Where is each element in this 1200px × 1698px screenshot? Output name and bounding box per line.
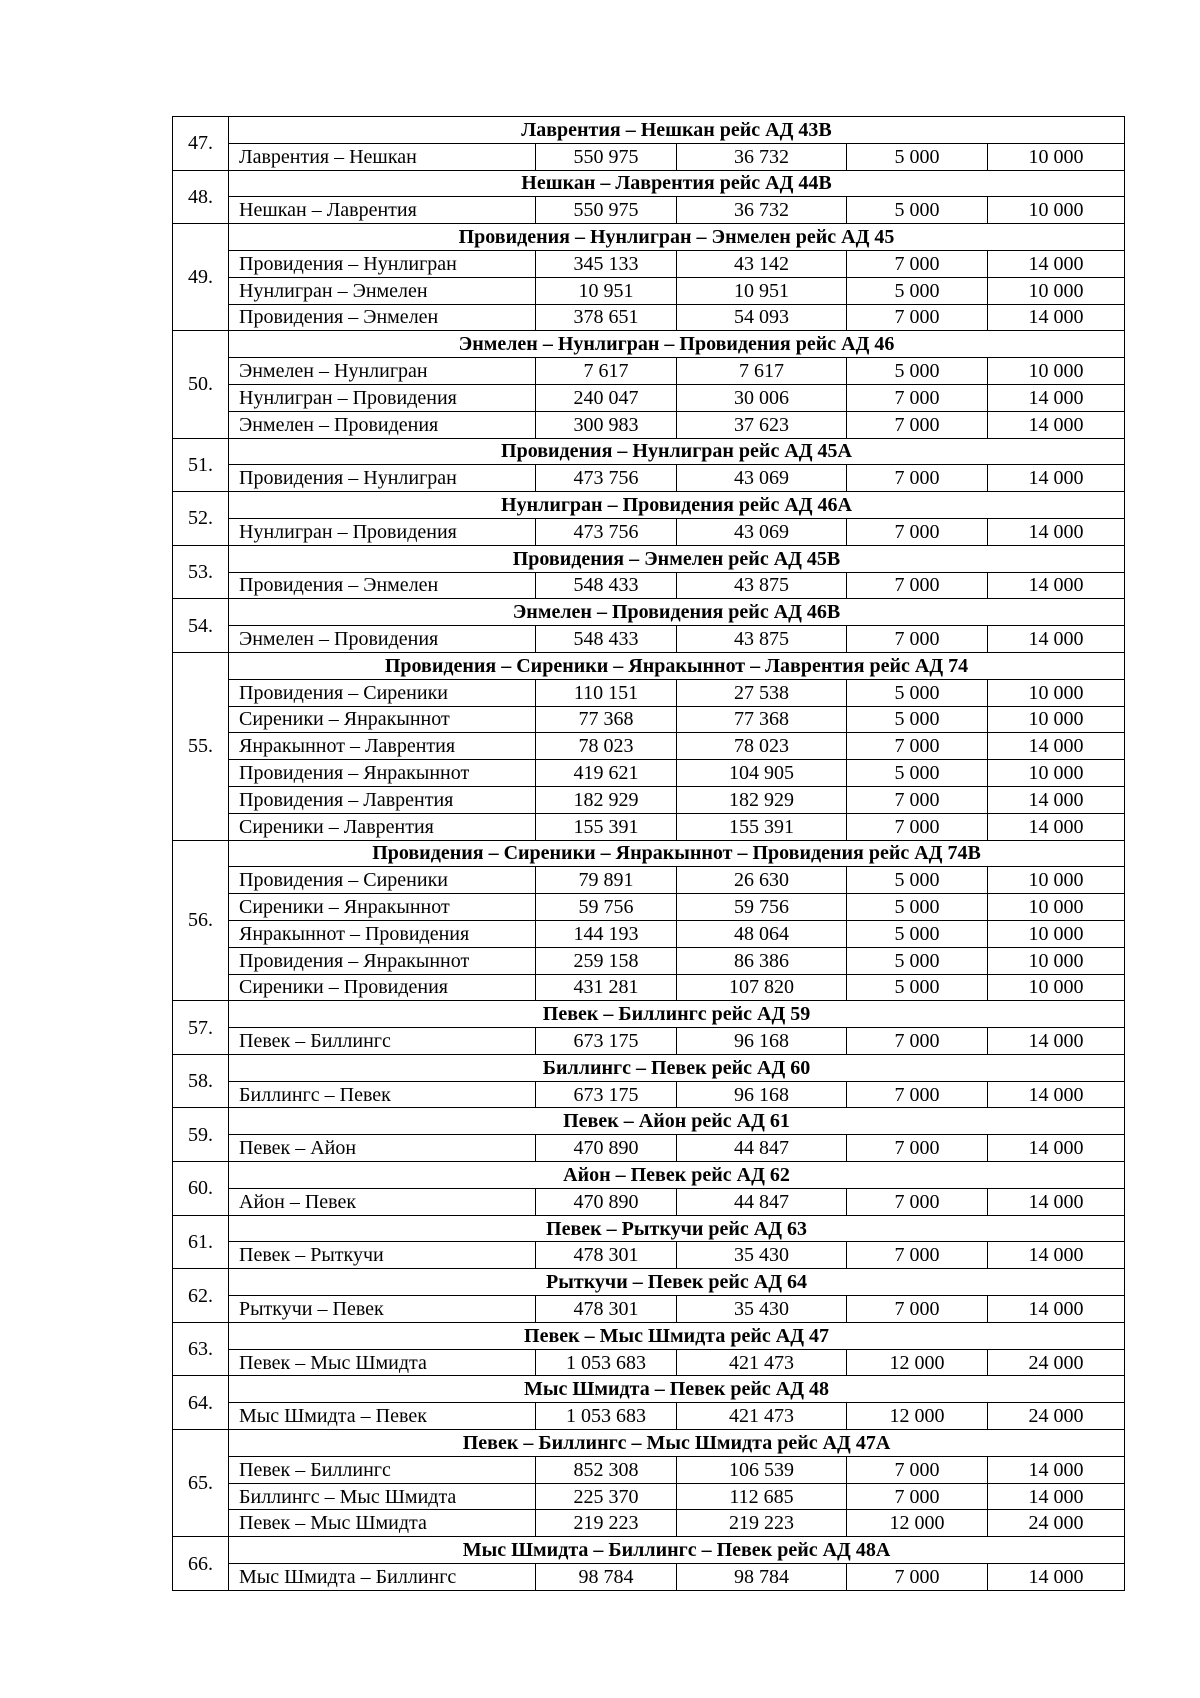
value-cell-1: 431 281 bbox=[536, 974, 677, 1001]
row-number: 47. bbox=[173, 117, 229, 171]
value-cell-1: 550 975 bbox=[536, 197, 677, 224]
value-cell-4: 14 000 bbox=[988, 1564, 1125, 1591]
route-title: Мыс Шмидта – Певек рейс АД 48 bbox=[229, 1376, 1125, 1403]
value-cell-2: 86 386 bbox=[677, 947, 847, 974]
route-title: Провидения – Сиреники – Янракыннот – Лаврентия рейс АД 74 bbox=[229, 652, 1125, 679]
table-row bbox=[173, 1564, 1125, 1591]
value-cell-1: 7 617 bbox=[536, 358, 677, 385]
value-cell-2: 44 847 bbox=[677, 1135, 847, 1162]
value-cell-2: 43 069 bbox=[677, 465, 847, 492]
value-cell-4: 14 000 bbox=[988, 572, 1125, 599]
value-cell-1: 78 023 bbox=[536, 733, 677, 760]
table-row bbox=[173, 733, 1125, 760]
route-title: Мыс Шмидта – Биллингс – Певек рейс АД 48А bbox=[229, 1537, 1125, 1564]
table-row bbox=[173, 277, 1125, 304]
segment-cell: Нунлигран – Провидения bbox=[229, 384, 536, 411]
value-cell-4: 14 000 bbox=[988, 304, 1125, 331]
value-cell-1: 77 368 bbox=[536, 706, 677, 733]
value-cell-4: 14 000 bbox=[988, 465, 1125, 492]
value-cell-2: 10 951 bbox=[677, 277, 847, 304]
value-cell-1: 419 621 bbox=[536, 760, 677, 787]
value-cell-4: 10 000 bbox=[988, 947, 1125, 974]
value-cell-4: 14 000 bbox=[988, 1296, 1125, 1323]
value-cell-3: 7 000 bbox=[847, 813, 988, 840]
row-number: 65. bbox=[173, 1430, 229, 1537]
route-header-row bbox=[173, 652, 1125, 679]
row-number: 63. bbox=[173, 1322, 229, 1376]
value-cell-1: 182 929 bbox=[536, 786, 677, 813]
segment-cell: Нунлигран – Провидения bbox=[229, 518, 536, 545]
fare-table-body bbox=[173, 117, 1125, 1591]
value-cell-2: 35 430 bbox=[677, 1296, 847, 1323]
segment-cell: Певек – Мыс Шмидта bbox=[229, 1349, 536, 1376]
value-cell-3: 7 000 bbox=[847, 411, 988, 438]
table-row bbox=[173, 411, 1125, 438]
segment-cell: Лаврентия – Нешкан bbox=[229, 143, 536, 170]
segment-cell: Биллингс – Мыс Шмидта bbox=[229, 1483, 536, 1510]
value-cell-1: 378 651 bbox=[536, 304, 677, 331]
value-cell-3: 5 000 bbox=[847, 867, 988, 894]
value-cell-4: 10 000 bbox=[988, 679, 1125, 706]
table-row bbox=[173, 1188, 1125, 1215]
value-cell-1: 1 053 683 bbox=[536, 1349, 677, 1376]
value-cell-1: 473 756 bbox=[536, 465, 677, 492]
value-cell-2: 26 630 bbox=[677, 867, 847, 894]
value-cell-1: 219 223 bbox=[536, 1510, 677, 1537]
value-cell-1: 1 053 683 bbox=[536, 1403, 677, 1430]
row-number: 55. bbox=[173, 652, 229, 840]
table-row bbox=[173, 813, 1125, 840]
value-cell-2: 77 368 bbox=[677, 706, 847, 733]
table-row bbox=[173, 760, 1125, 787]
value-cell-2: 421 473 bbox=[677, 1403, 847, 1430]
value-cell-2: 107 820 bbox=[677, 974, 847, 1001]
value-cell-3: 7 000 bbox=[847, 1456, 988, 1483]
route-title: Нунлигран – Провидения рейс АД 46А bbox=[229, 492, 1125, 519]
segment-cell: Провидения – Энмелен bbox=[229, 572, 536, 599]
value-cell-2: 35 430 bbox=[677, 1242, 847, 1269]
row-number: 60. bbox=[173, 1162, 229, 1216]
segment-cell: Рыткучи – Певек bbox=[229, 1296, 536, 1323]
route-header-row bbox=[173, 1322, 1125, 1349]
row-number: 64. bbox=[173, 1376, 229, 1430]
value-cell-3: 5 000 bbox=[847, 974, 988, 1001]
value-cell-1: 259 158 bbox=[536, 947, 677, 974]
route-header-row bbox=[173, 1001, 1125, 1028]
row-number: 59. bbox=[173, 1108, 229, 1162]
value-cell-4: 14 000 bbox=[988, 1483, 1125, 1510]
table-row bbox=[173, 1296, 1125, 1323]
segment-cell: Провидения – Сиреники bbox=[229, 679, 536, 706]
route-header-row bbox=[173, 438, 1125, 465]
value-cell-2: 96 168 bbox=[677, 1028, 847, 1055]
route-title: Лаврентия – Нешкан рейс АД 43В bbox=[229, 117, 1125, 144]
value-cell-4: 10 000 bbox=[988, 197, 1125, 224]
value-cell-1: 110 151 bbox=[536, 679, 677, 706]
route-title: Провидения – Нунлигран рейс АД 45А bbox=[229, 438, 1125, 465]
table-row bbox=[173, 197, 1125, 224]
table-row bbox=[173, 706, 1125, 733]
value-cell-3: 7 000 bbox=[847, 518, 988, 545]
route-title: Нешкан – Лаврентия рейс АД 44В bbox=[229, 170, 1125, 197]
route-header-row bbox=[173, 1269, 1125, 1296]
value-cell-3: 12 000 bbox=[847, 1510, 988, 1537]
route-title: Энмелен – Нунлигран – Провидения рейс АД 46 bbox=[229, 331, 1125, 358]
value-cell-1: 155 391 bbox=[536, 813, 677, 840]
route-header-row bbox=[173, 1162, 1125, 1189]
value-cell-3: 5 000 bbox=[847, 679, 988, 706]
value-cell-2: 78 023 bbox=[677, 733, 847, 760]
value-cell-4: 24 000 bbox=[988, 1403, 1125, 1430]
value-cell-4: 14 000 bbox=[988, 1456, 1125, 1483]
segment-cell: Провидения – Лаврентия bbox=[229, 786, 536, 813]
table-row bbox=[173, 304, 1125, 331]
segment-cell: Певек – Мыс Шмидта bbox=[229, 1510, 536, 1537]
value-cell-3: 7 000 bbox=[847, 384, 988, 411]
value-cell-1: 470 890 bbox=[536, 1135, 677, 1162]
table-row bbox=[173, 947, 1125, 974]
value-cell-3: 5 000 bbox=[847, 277, 988, 304]
route-title: Певек – Мыс Шмидта рейс АД 47 bbox=[229, 1322, 1125, 1349]
route-title: Певек – Биллингс – Мыс Шмидта рейс АД 47А bbox=[229, 1430, 1125, 1457]
table-row bbox=[173, 250, 1125, 277]
table-row bbox=[173, 920, 1125, 947]
value-cell-3: 5 000 bbox=[847, 143, 988, 170]
segment-cell: Энмелен – Провидения bbox=[229, 626, 536, 653]
value-cell-1: 98 784 bbox=[536, 1564, 677, 1591]
row-number: 66. bbox=[173, 1537, 229, 1591]
value-cell-4: 14 000 bbox=[988, 1135, 1125, 1162]
table-row bbox=[173, 1242, 1125, 1269]
value-cell-3: 7 000 bbox=[847, 1564, 988, 1591]
route-title: Биллингс – Певек рейс АД 60 bbox=[229, 1054, 1125, 1081]
value-cell-1: 673 175 bbox=[536, 1028, 677, 1055]
segment-cell: Энмелен – Нунлигран bbox=[229, 358, 536, 385]
segment-cell: Провидения – Нунлигран bbox=[229, 250, 536, 277]
value-cell-3: 5 000 bbox=[847, 358, 988, 385]
table-row bbox=[173, 626, 1125, 653]
segment-cell: Мыс Шмидта – Биллингс bbox=[229, 1564, 536, 1591]
route-header-row bbox=[173, 840, 1125, 867]
table-row bbox=[173, 974, 1125, 1001]
segment-cell: Провидения – Янракыннот bbox=[229, 760, 536, 787]
route-header-row bbox=[173, 1537, 1125, 1564]
row-number: 57. bbox=[173, 1001, 229, 1055]
value-cell-2: 30 006 bbox=[677, 384, 847, 411]
value-cell-1: 79 891 bbox=[536, 867, 677, 894]
row-number: 62. bbox=[173, 1269, 229, 1323]
value-cell-4: 10 000 bbox=[988, 277, 1125, 304]
route-title: Айон – Певек рейс АД 62 bbox=[229, 1162, 1125, 1189]
value-cell-3: 7 000 bbox=[847, 1188, 988, 1215]
route-title: Певек – Рыткучи рейс АД 63 bbox=[229, 1215, 1125, 1242]
row-number: 52. bbox=[173, 492, 229, 546]
segment-cell: Биллингс – Певек bbox=[229, 1081, 536, 1108]
table-row bbox=[173, 1349, 1125, 1376]
table-row bbox=[173, 1135, 1125, 1162]
table-row bbox=[173, 894, 1125, 921]
route-title: Провидения – Энмелен рейс АД 45В bbox=[229, 545, 1125, 572]
value-cell-2: 37 623 bbox=[677, 411, 847, 438]
table-row bbox=[173, 1510, 1125, 1537]
segment-cell: Янракыннот – Провидения bbox=[229, 920, 536, 947]
value-cell-4: 14 000 bbox=[988, 384, 1125, 411]
value-cell-2: 54 093 bbox=[677, 304, 847, 331]
row-number: 53. bbox=[173, 545, 229, 599]
value-cell-2: 155 391 bbox=[677, 813, 847, 840]
table-row bbox=[173, 1081, 1125, 1108]
value-cell-1: 144 193 bbox=[536, 920, 677, 947]
value-cell-3: 7 000 bbox=[847, 1135, 988, 1162]
value-cell-3: 5 000 bbox=[847, 760, 988, 787]
value-cell-2: 36 732 bbox=[677, 143, 847, 170]
table-row bbox=[173, 358, 1125, 385]
route-title: Провидения – Нунлигран – Энмелен рейс АД 45 bbox=[229, 224, 1125, 251]
value-cell-1: 473 756 bbox=[536, 518, 677, 545]
value-cell-1: 300 983 bbox=[536, 411, 677, 438]
segment-cell: Провидения – Янракыннот bbox=[229, 947, 536, 974]
value-cell-2: 43 069 bbox=[677, 518, 847, 545]
segment-cell: Сиреники – Провидения bbox=[229, 974, 536, 1001]
segment-cell: Певек – Биллингс bbox=[229, 1028, 536, 1055]
row-number: 48. bbox=[173, 170, 229, 224]
value-cell-4: 10 000 bbox=[988, 920, 1125, 947]
segment-cell: Певек – Биллингс bbox=[229, 1456, 536, 1483]
value-cell-3: 7 000 bbox=[847, 1483, 988, 1510]
segment-cell: Провидения – Нунлигран bbox=[229, 465, 536, 492]
value-cell-1: 225 370 bbox=[536, 1483, 677, 1510]
row-number: 49. bbox=[173, 224, 229, 331]
segment-cell: Провидения – Сиреники bbox=[229, 867, 536, 894]
route-header-row bbox=[173, 224, 1125, 251]
value-cell-3: 5 000 bbox=[847, 920, 988, 947]
value-cell-4: 14 000 bbox=[988, 1188, 1125, 1215]
segment-cell: Сиреники – Лаврентия bbox=[229, 813, 536, 840]
value-cell-1: 852 308 bbox=[536, 1456, 677, 1483]
value-cell-2: 421 473 bbox=[677, 1349, 847, 1376]
value-cell-1: 10 951 bbox=[536, 277, 677, 304]
value-cell-2: 104 905 bbox=[677, 760, 847, 787]
route-title: Энмелен – Провидения рейс АД 46В bbox=[229, 599, 1125, 626]
route-header-row bbox=[173, 545, 1125, 572]
table-row bbox=[173, 572, 1125, 599]
value-cell-4: 14 000 bbox=[988, 626, 1125, 653]
route-header-row bbox=[173, 492, 1125, 519]
value-cell-3: 7 000 bbox=[847, 786, 988, 813]
value-cell-4: 14 000 bbox=[988, 411, 1125, 438]
table-row bbox=[173, 1028, 1125, 1055]
table-row bbox=[173, 518, 1125, 545]
value-cell-3: 7 000 bbox=[847, 1028, 988, 1055]
route-title: Рыткучи – Певек рейс АД 64 bbox=[229, 1269, 1125, 1296]
row-number: 56. bbox=[173, 840, 229, 1001]
row-number: 54. bbox=[173, 599, 229, 653]
route-header-row bbox=[173, 117, 1125, 144]
table-row bbox=[173, 1483, 1125, 1510]
row-number: 51. bbox=[173, 438, 229, 492]
route-header-row bbox=[173, 599, 1125, 626]
value-cell-2: 219 223 bbox=[677, 1510, 847, 1537]
value-cell-2: 106 539 bbox=[677, 1456, 847, 1483]
value-cell-4: 14 000 bbox=[988, 786, 1125, 813]
segment-cell: Энмелен – Провидения bbox=[229, 411, 536, 438]
value-cell-3: 7 000 bbox=[847, 572, 988, 599]
table-row bbox=[173, 786, 1125, 813]
value-cell-1: 345 133 bbox=[536, 250, 677, 277]
value-cell-3: 5 000 bbox=[847, 947, 988, 974]
route-header-row bbox=[173, 1054, 1125, 1081]
table-row bbox=[173, 867, 1125, 894]
value-cell-1: 548 433 bbox=[536, 572, 677, 599]
segment-cell: Сиреники – Янракыннот bbox=[229, 706, 536, 733]
value-cell-4: 14 000 bbox=[988, 733, 1125, 760]
value-cell-2: 44 847 bbox=[677, 1188, 847, 1215]
value-cell-4: 14 000 bbox=[988, 813, 1125, 840]
value-cell-3: 7 000 bbox=[847, 465, 988, 492]
value-cell-4: 10 000 bbox=[988, 760, 1125, 787]
value-cell-4: 10 000 bbox=[988, 894, 1125, 921]
value-cell-3: 7 000 bbox=[847, 626, 988, 653]
segment-cell: Певек – Рыткучи bbox=[229, 1242, 536, 1269]
value-cell-2: 98 784 bbox=[677, 1564, 847, 1591]
value-cell-3: 5 000 bbox=[847, 894, 988, 921]
row-number: 58. bbox=[173, 1054, 229, 1108]
value-cell-3: 5 000 bbox=[847, 197, 988, 224]
segment-cell: Нешкан – Лаврентия bbox=[229, 197, 536, 224]
table-row bbox=[173, 1456, 1125, 1483]
value-cell-4: 14 000 bbox=[988, 1081, 1125, 1108]
route-header-row bbox=[173, 170, 1125, 197]
value-cell-1: 478 301 bbox=[536, 1242, 677, 1269]
value-cell-2: 7 617 bbox=[677, 358, 847, 385]
route-header-row bbox=[173, 1376, 1125, 1403]
segment-cell: Провидения – Энмелен bbox=[229, 304, 536, 331]
value-cell-3: 7 000 bbox=[847, 1242, 988, 1269]
value-cell-2: 27 538 bbox=[677, 679, 847, 706]
value-cell-3: 12 000 bbox=[847, 1349, 988, 1376]
segment-cell: Мыс Шмидта – Певек bbox=[229, 1403, 536, 1430]
value-cell-2: 112 685 bbox=[677, 1483, 847, 1510]
fare-table bbox=[172, 116, 1125, 1591]
value-cell-4: 24 000 bbox=[988, 1349, 1125, 1376]
value-cell-1: 478 301 bbox=[536, 1296, 677, 1323]
value-cell-4: 24 000 bbox=[988, 1510, 1125, 1537]
route-title: Певек – Айон рейс АД 61 bbox=[229, 1108, 1125, 1135]
segment-cell: Нунлигран – Энмелен bbox=[229, 277, 536, 304]
value-cell-2: 96 168 bbox=[677, 1081, 847, 1108]
route-header-row bbox=[173, 1430, 1125, 1457]
value-cell-4: 14 000 bbox=[988, 250, 1125, 277]
route-header-row bbox=[173, 331, 1125, 358]
route-header-row bbox=[173, 1108, 1125, 1135]
value-cell-4: 10 000 bbox=[988, 143, 1125, 170]
table-row bbox=[173, 1403, 1125, 1430]
value-cell-4: 14 000 bbox=[988, 1028, 1125, 1055]
row-number: 50. bbox=[173, 331, 229, 438]
value-cell-3: 5 000 bbox=[847, 706, 988, 733]
value-cell-1: 673 175 bbox=[536, 1081, 677, 1108]
value-cell-3: 7 000 bbox=[847, 304, 988, 331]
row-number: 61. bbox=[173, 1215, 229, 1269]
value-cell-4: 14 000 bbox=[988, 518, 1125, 545]
value-cell-2: 36 732 bbox=[677, 197, 847, 224]
value-cell-3: 7 000 bbox=[847, 1081, 988, 1108]
value-cell-4: 10 000 bbox=[988, 358, 1125, 385]
value-cell-2: 43 142 bbox=[677, 250, 847, 277]
value-cell-3: 7 000 bbox=[847, 250, 988, 277]
value-cell-3: 7 000 bbox=[847, 1296, 988, 1323]
segment-cell: Сиреники – Янракыннот bbox=[229, 894, 536, 921]
value-cell-2: 43 875 bbox=[677, 572, 847, 599]
route-header-row bbox=[173, 1215, 1125, 1242]
value-cell-2: 43 875 bbox=[677, 626, 847, 653]
route-title: Провидения – Сиреники – Янракыннот – Провидения рейс АД 74В bbox=[229, 840, 1125, 867]
value-cell-4: 14 000 bbox=[988, 1242, 1125, 1269]
value-cell-3: 7 000 bbox=[847, 733, 988, 760]
table-row bbox=[173, 143, 1125, 170]
value-cell-1: 470 890 bbox=[536, 1188, 677, 1215]
value-cell-2: 48 064 bbox=[677, 920, 847, 947]
value-cell-1: 59 756 bbox=[536, 894, 677, 921]
value-cell-3: 12 000 bbox=[847, 1403, 988, 1430]
value-cell-1: 240 047 bbox=[536, 384, 677, 411]
segment-cell: Айон – Певек bbox=[229, 1188, 536, 1215]
value-cell-2: 182 929 bbox=[677, 786, 847, 813]
table-row bbox=[173, 679, 1125, 706]
value-cell-4: 10 000 bbox=[988, 867, 1125, 894]
value-cell-4: 10 000 bbox=[988, 974, 1125, 1001]
table-row bbox=[173, 384, 1125, 411]
value-cell-2: 59 756 bbox=[677, 894, 847, 921]
value-cell-1: 548 433 bbox=[536, 626, 677, 653]
route-title: Певек – Биллингс рейс АД 59 bbox=[229, 1001, 1125, 1028]
segment-cell: Янракыннот – Лаврентия bbox=[229, 733, 536, 760]
value-cell-1: 550 975 bbox=[536, 143, 677, 170]
segment-cell: Певек – Айон bbox=[229, 1135, 536, 1162]
table-row bbox=[173, 465, 1125, 492]
value-cell-4: 10 000 bbox=[988, 706, 1125, 733]
